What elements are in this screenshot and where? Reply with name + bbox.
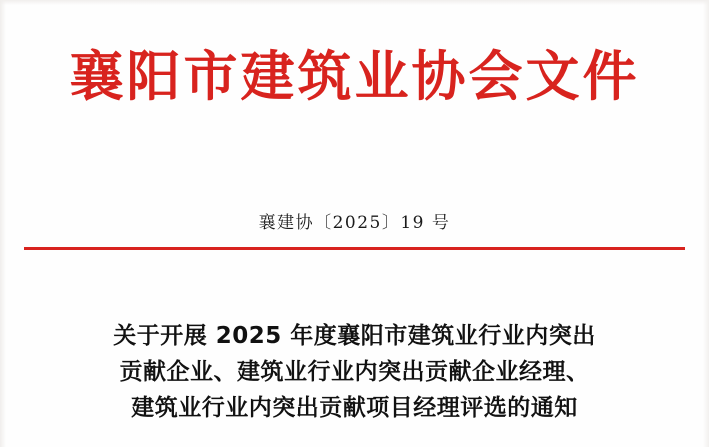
document-title-line-1: 关于开展 2025 年度襄阳市建筑业行业内突出 [113,323,596,349]
red-separator-rule [24,247,685,250]
document-number-text: 襄建协〔2025〕19 号 [258,213,451,233]
document-number [0,208,709,233]
scan-edge-top [0,0,709,5]
masthead-title: 襄阳市建筑业协会文件 [69,44,640,108]
document-title-line-2: 贡献企业、建筑业行业内突出贡献企业经理、 [119,359,590,385]
masthead [0,46,709,106]
document-title-line-3: 建筑业行业内突出贡献项目经理评选的通知 [131,395,578,421]
document-title-block [60,318,649,426]
